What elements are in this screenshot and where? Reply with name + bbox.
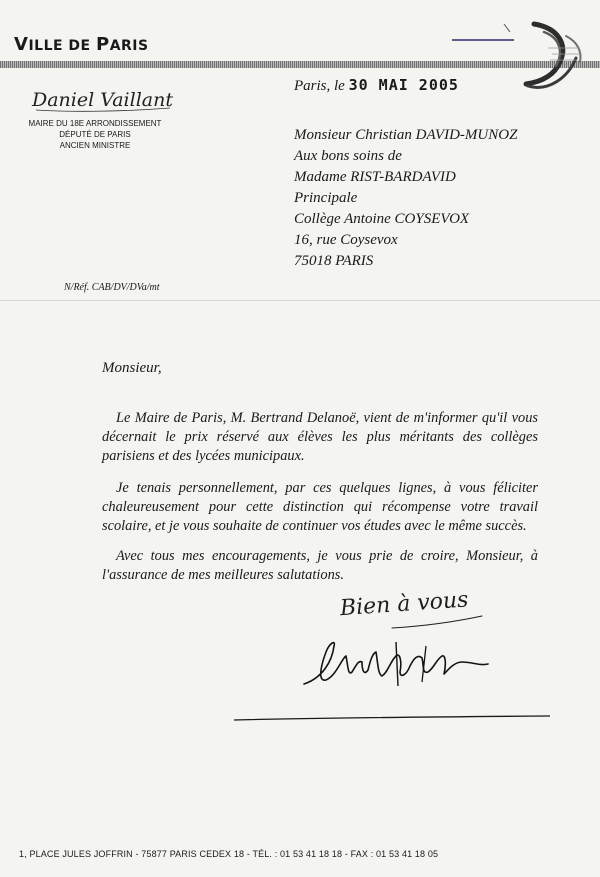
city-logo-icon bbox=[448, 18, 588, 98]
city-title-rest-2: ARIS bbox=[109, 38, 149, 54]
recipient-line: 16, rue Coysevox bbox=[294, 232, 398, 248]
sender-name-script bbox=[28, 82, 178, 116]
paper-fold-line bbox=[0, 300, 600, 301]
signature-rule bbox=[232, 712, 552, 724]
footer-address: 1, PLACE JULES JOFFRIN - 75877 PARIS CEDEX 18 - TÉL. : 01 53 41 18 18 - FAX : 01 53 41 18 05 bbox=[19, 849, 439, 859]
city-title-initial-2: P bbox=[95, 34, 110, 55]
date-prefix: Paris, le bbox=[294, 78, 345, 94]
body-paragraph: Le Maire de Paris, M. Bertrand Delanoë, vient de m'informer qu'il vous décernait le prix réservé aux élèves les plus méritants des collèges parisiens et des lycées municipaux. bbox=[102, 410, 538, 464]
letter-date bbox=[294, 76, 459, 95]
sender-title-line: DÉPUTÉ DE PARIS bbox=[59, 130, 131, 139]
body-paragraph: Avec tous mes encouragements, je vous prie de croire, Monsieur, à l'assurance de mes meilleures salutations. bbox=[102, 548, 538, 583]
body-paragraph: Je tenais personnellement, par ces quelques lignes, à vous féliciter chaleureusement pour cette distinction qui récompense votre travail scolaire, et je vous souhaite de continuer vos études avec le même succès. bbox=[102, 480, 538, 534]
handwritten-closing bbox=[336, 576, 496, 634]
sender-name-script-text: Daniel Vaillant bbox=[32, 89, 173, 111]
city-title-rest-1: ILLE DE bbox=[28, 38, 96, 54]
recipient-line: Principale bbox=[294, 190, 358, 206]
sender-title-line: ANCIEN MINISTRE bbox=[59, 141, 131, 150]
city-title bbox=[14, 34, 149, 55]
recipient-line: Aux bons soins de bbox=[294, 148, 402, 164]
date-stamp: 30 MAI 2005 bbox=[348, 76, 459, 94]
handwritten-signature bbox=[296, 632, 492, 694]
recipient-line: 75018 PARIS bbox=[294, 253, 374, 269]
recipient-line: Madame RIST-BARDAVID bbox=[294, 169, 456, 185]
handwritten-closing-text: Bien à vous bbox=[339, 587, 470, 622]
reference-code: N/Réf. CAB/DV/DVa/mt bbox=[64, 282, 160, 293]
city-title-initial-1: V bbox=[14, 34, 29, 55]
sender-titles bbox=[20, 118, 170, 151]
sender-title-line: MAIRE DU 18E ARRONDISSEMENT bbox=[28, 119, 162, 128]
recipient-address bbox=[294, 125, 517, 272]
salutation: Monsieur, bbox=[102, 360, 162, 376]
recipient-line: Monsieur Christian DAVID-MUNOZ bbox=[294, 127, 518, 143]
recipient-line: Collège Antoine COYSEVOX bbox=[294, 211, 470, 227]
